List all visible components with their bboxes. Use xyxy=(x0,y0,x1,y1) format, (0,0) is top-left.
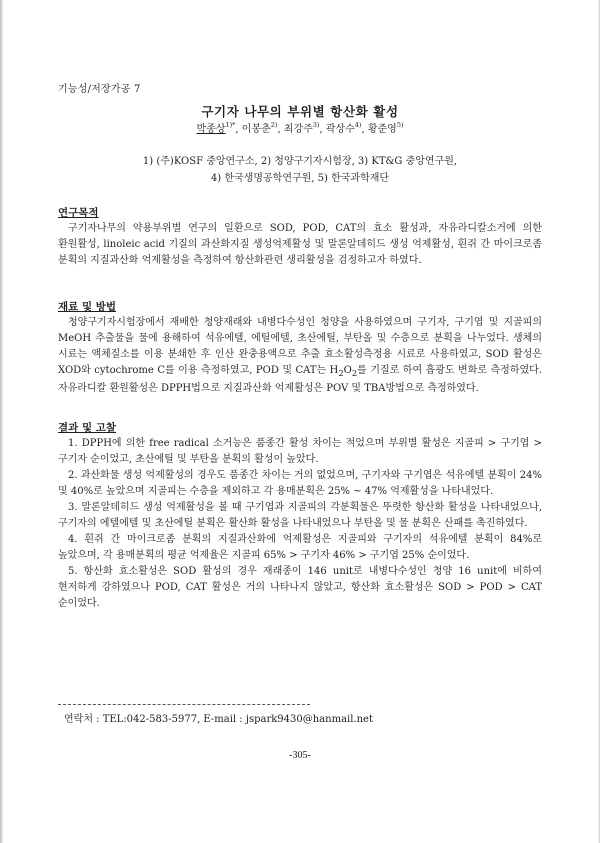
result-item: 2. 과산화물 생성 억제활성의 경우도 품종간 차이는 거의 없었으며, 구기자와 구기엽은 석유에텔 분획이 24% 및 40%로 높았으며 지골피는 수층을 제외하고 각 용매분획은 25% ~ 47% 억제활성을 나타내었다. xyxy=(58,470,542,497)
section-results xyxy=(58,420,542,612)
section-objective xyxy=(58,205,542,269)
section-heading: 결과 및 고찰 xyxy=(58,422,117,434)
author-affiliation-mark: 2) xyxy=(270,121,278,129)
result-item: 4. 흰쥐 간 마이크로좀 분획의 지질과산화에 억제활성은 지골피와 구기자의 석유에텔 분획이 84%로 높았으며, 각 용매분획의 평균 억제율은 지골피 65% > 구기자 46% > 구기엽 25% 순이었다. xyxy=(58,534,542,561)
result-item: 1. DPPH에 의한 free radical 소거능은 품종간 활성 차이는 적었으며 부위별 활성은 지골피 > 구기엽 > 구기자 순이었고, 초산에틸 및 부탄올 분획의 활성이 높았다. xyxy=(58,438,542,465)
result-item: 3. 말론알데히드 생성 억제활성을 볼 때 구기엽과 지골피의 각분획물은 뚜렷한 항산화 활성을 나타내었으나, 구기자의 에텔에텔 및 초산에틸 분획은 활산화 활성을 나타내었으나 부탄올 및 물 분획은 산패를 촉진하였다. xyxy=(58,502,542,529)
objective-paragraph: 구기자나무의 약용부위별 연구의 일환으로 SOD, POD, CAT의 효소 활성과, 자유라디칼소거에 의한 환원활성, linoleic acid 기질의 과산화지질 생성억제활성 및 말론알데히드 생성 억제활성, 흰쥐 간 마이크로좀 분획의 지질과산화 억제활성을 측정하여 항산화관련 생리활성을 검정하고자 하였다. xyxy=(58,223,542,266)
author-name: 최강주 xyxy=(283,124,313,135)
author-affiliation-mark: 1)* xyxy=(225,121,236,129)
section-heading: 재료 및 방법 xyxy=(58,301,117,313)
subscript: 2 xyxy=(351,368,358,378)
author-name: 이봉춘 xyxy=(241,124,271,135)
section-heading: 연구목적 xyxy=(58,207,99,219)
affiliation-line: 1) (주)KOSF 중앙연구소, 2) 청양구기자시험장, 3) KT&G 중앙연구원, xyxy=(142,156,458,167)
author-affiliation-mark: 4) xyxy=(354,121,362,129)
footnote-divider xyxy=(58,704,310,705)
author-name: 박종상 xyxy=(196,124,226,135)
contact-info: 연락처 : TEL:042-583-5977, E-mail : jspark9430@hanmail.net xyxy=(64,714,373,725)
paper-title: 구기자 나무의 부위별 항산화 활성 xyxy=(201,104,399,119)
author-affiliation-mark: 5) xyxy=(396,121,404,129)
affiliation-line: 4) 한국생명공학연구원, 5) 한국과학재단 xyxy=(210,173,390,184)
methods-text: O xyxy=(343,365,352,376)
author-name: 황준영 xyxy=(367,124,397,135)
category-label: 기능성/저장가공 7 xyxy=(58,84,141,95)
author-name: 곽상수 xyxy=(325,124,355,135)
author-list: 박종상$^{1)*}$, 이봉춘$^{2)}$, 최강주$^{3)}$, 곽상수$^{4)}$, 황준영$^{5)}$ xyxy=(196,121,404,135)
author-affiliation-mark: 3) xyxy=(312,121,320,129)
subscript: 2 xyxy=(338,368,344,378)
methods-paragraph xyxy=(58,315,542,397)
methods-text: 청양구기자시험장에서 재배한 청양재래와 내병다수성인 청양을 사용하였으며 구기자, 구기엽 및 지골피의 MeOH 추출물을 물에 용해하여 석유에텔, 에틸에텔, 초산에틸, 부탄올 및 수층으로 분획을 나누었다. 생체의 시료는 액체질소를 이용 분쇄한 후 인산 완충용액으로 추출 효소활성측정용 시료로 사용하였고, SOD 활성은 XOD와 cytochrome C를 이용 측정하였고, POD 및 CAT는 H xyxy=(58,317,542,376)
page-number: -305- xyxy=(289,750,311,761)
section-methods xyxy=(58,299,542,397)
result-item: 5. 항산화 효소활성은 SOD 활성의 경우 재래종이 146 unit로 내병다수성인 청양 16 unit에 비하여 현저하게 강하였으나 POD, CAT 활성은 거의 나타나지 않았고, 항산화 효소활성은 SOD > POD > CAT 순이었다. xyxy=(58,566,542,609)
methods-text: 를 기질로 하여 흡광도 변화로 측정하였다. 자유라디칼 환원활성은 DPPH법으로 지질과산화 억제활성은 POV 및 TBA방법으로 측정하였다. xyxy=(58,365,543,394)
